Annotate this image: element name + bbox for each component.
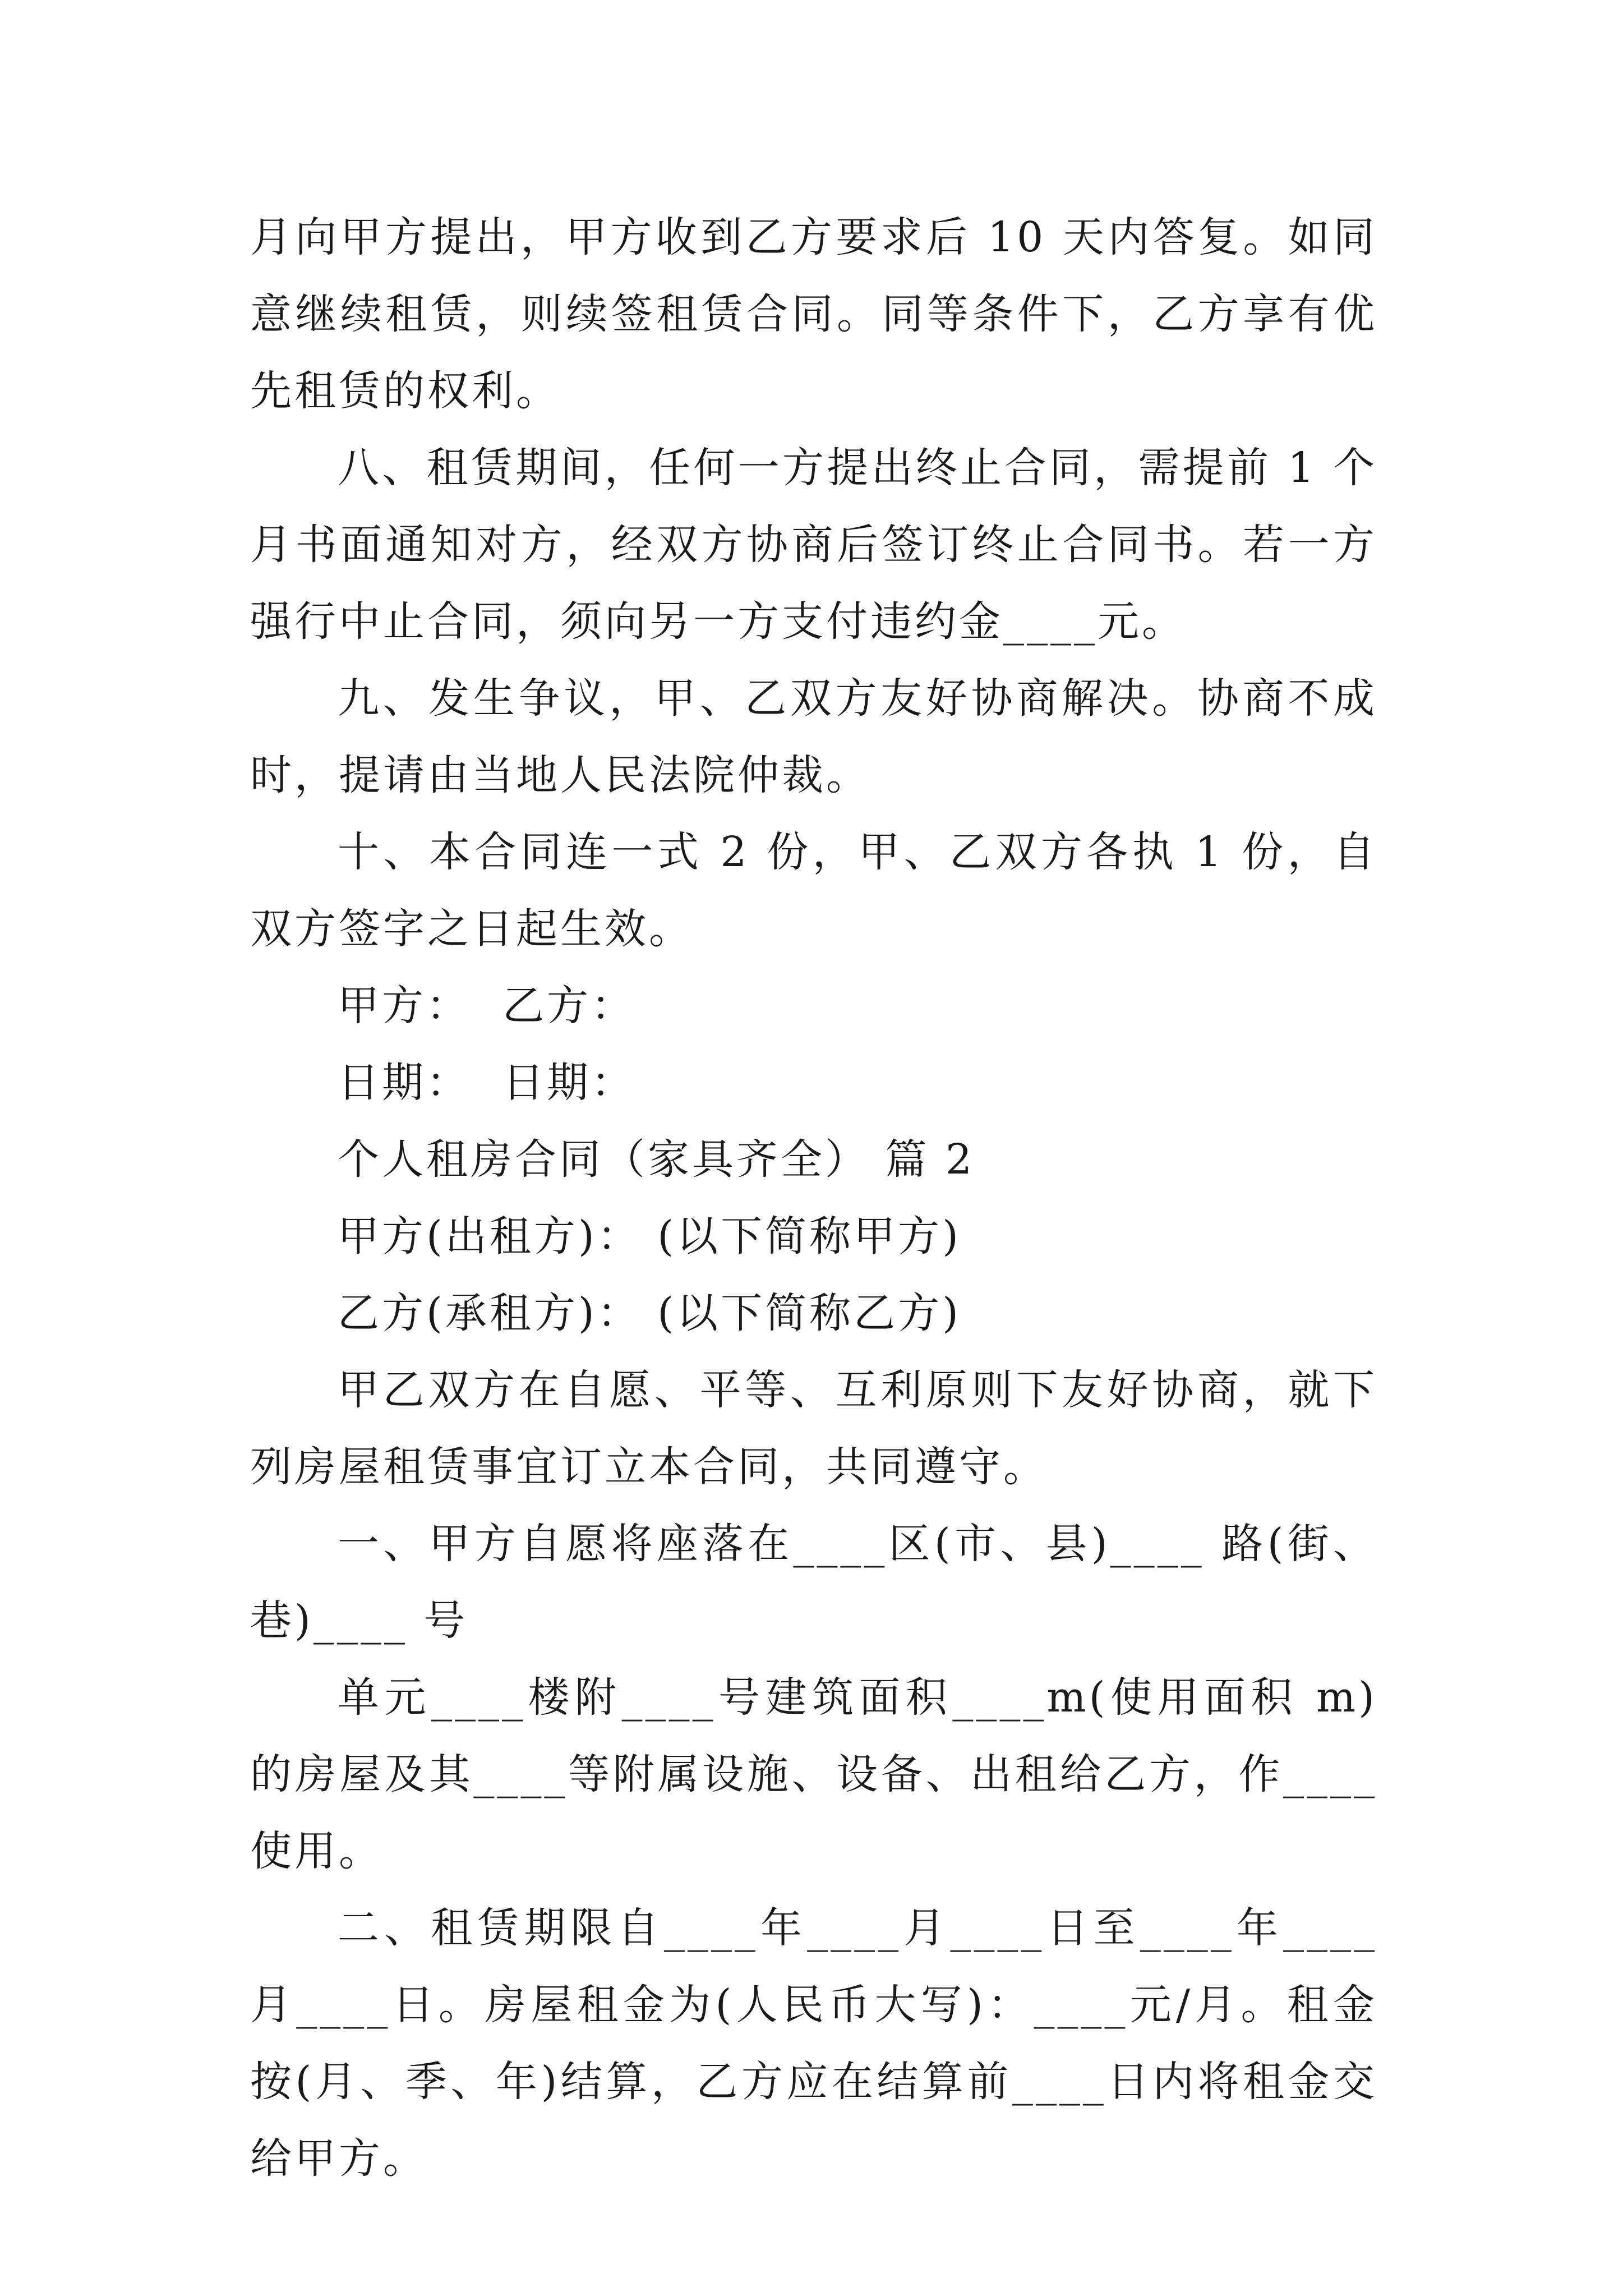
paragraph-preamble: 甲乙双方在自愿、平等、互利原则下友好协商，就下列房屋租赁事宜订立本合同，共同遵守。 bbox=[250, 1366, 1377, 1491]
section-title-contract-2: 个人租房合同（家具齐全） 篇 2 bbox=[338, 1135, 975, 1184]
party-a-line: 甲方(出租方)： (以下简称甲方) bbox=[338, 1212, 962, 1260]
paragraph-clause-8-termination: 八、租赁期间，任何一方提出终止合同，需提前 1 个月书面通知对方，经双方协商后签订终止合同书。若一方强行中止合同，须向另一方支付违约金____元。 bbox=[250, 444, 1377, 646]
paragraph-clause-10-copies: 十、本合同连一式 2 份，甲、乙双方各执 1 份，自双方签字之日起生效。 bbox=[250, 828, 1377, 953]
paragraph-clause-1-area: 单元____楼附____号建筑面积____m(使用面积 m)的房屋及其____等附属设施、设备、出租给乙方，作____使用。 bbox=[250, 1673, 1377, 1875]
document-body bbox=[250, 199, 1377, 2197]
paragraph-clause-1-location: 一、甲方自愿将座落在____区(市、县)____ 路(街、巷)____ 号 bbox=[250, 1520, 1377, 1645]
paragraph-renewal-continued: 月向甲方提出，甲方收到乙方要求后 10 天内答复。如同意继续租赁，则续签租赁合同。同等条件下，乙方享有优先租赁的权利。 bbox=[250, 213, 1377, 415]
signature-parties-line: 甲方： 乙方： bbox=[338, 982, 636, 1030]
party-b-line: 乙方(承租方)： (以下简称乙方) bbox=[338, 1289, 962, 1337]
signature-dates-line: 日期： 日期： bbox=[338, 1059, 636, 1107]
paragraph-clause-9-dispute: 九、发生争议，甲、乙双方友好协商解决。协商不成时，提请由当地人民法院仲裁。 bbox=[250, 674, 1377, 799]
paragraph-clause-2-term-rent: 二、租赁期限自____年____月____日至____年____月____日。房屋租金为(人民币大写)：____元/月。租金按(月、季、年)结算，乙方应在结算前____日内将租金交给甲方。 bbox=[250, 1904, 1377, 2183]
